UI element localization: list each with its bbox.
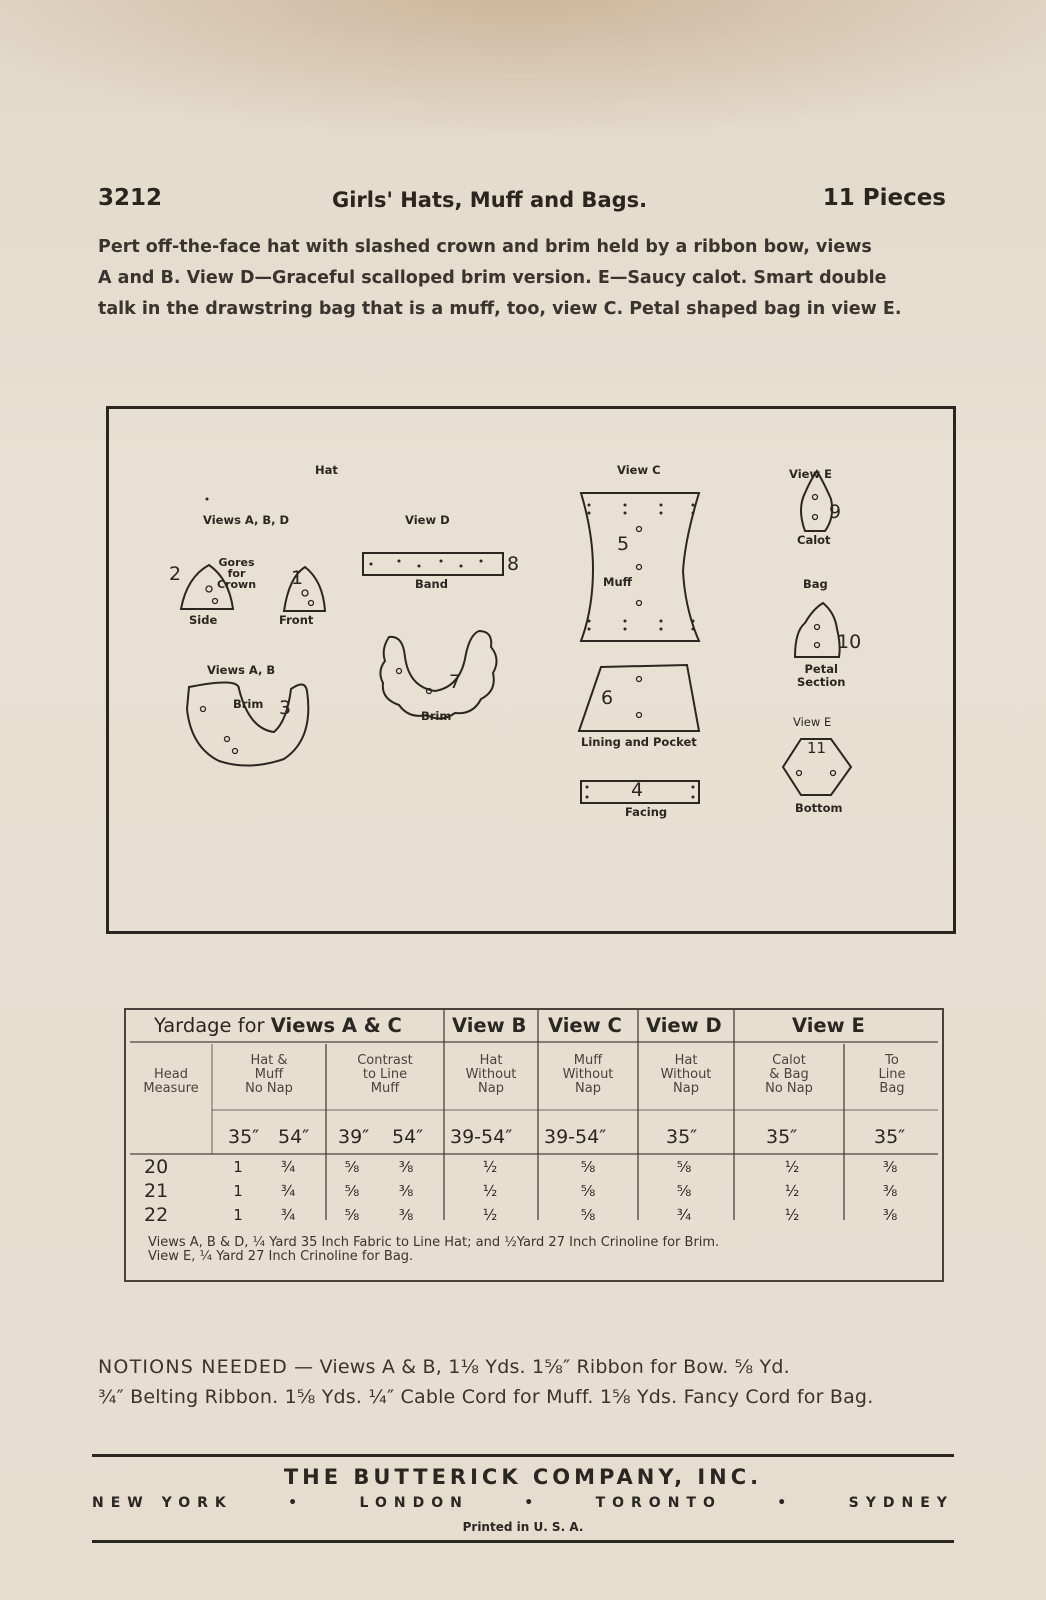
brim-d-piece	[380, 631, 496, 719]
piece-number-5: 5	[617, 533, 630, 555]
label-petal: Petal Section	[797, 662, 846, 689]
yardage-cell: ½	[784, 1206, 800, 1224]
yardage-cell: ⅝	[676, 1158, 692, 1176]
label-views-ab: Views A, B	[207, 663, 276, 677]
yardage-cell: ½	[482, 1158, 498, 1176]
yardage-cell: ⅜	[882, 1158, 898, 1176]
col-hat-d: Hat Without Nap	[660, 1053, 712, 1096]
city-new-york: NEW YORK	[92, 1495, 233, 1511]
col-line-bag: To Line Bag	[878, 1053, 906, 1096]
width-54-contrast: 54″	[392, 1126, 424, 1148]
yardage-cell: 1	[233, 1206, 243, 1224]
col-calot: Calot & Bag No Nap	[765, 1053, 813, 1096]
label-facing: Facing	[625, 805, 668, 819]
lining-pocket-piece	[579, 665, 699, 731]
piece-number-9: 9	[829, 501, 842, 523]
header-view-d: View D	[646, 1014, 722, 1037]
piece-number-7: 7	[449, 671, 462, 693]
yardage-cell: ½	[784, 1158, 800, 1176]
yardage-cell: ⅜	[882, 1206, 898, 1224]
width-54: 54″	[278, 1126, 310, 1148]
yardage-cell: ⅝	[344, 1158, 360, 1176]
header-view-e: View E	[792, 1014, 865, 1037]
header-view-c: View C	[548, 1014, 622, 1037]
width-view-b: 39-54″	[450, 1126, 513, 1148]
yardage-cell: ⅝	[676, 1182, 692, 1200]
description-line: Pert off-the-face hat with slashed crown and brim held by a ribbon bow, views	[98, 237, 872, 257]
yardage-cell: ⅝	[580, 1182, 596, 1200]
width-view-e-line: 35″	[874, 1126, 906, 1148]
label-muff: Muff	[603, 575, 632, 589]
header-view-b: View B	[452, 1014, 527, 1037]
piece-count: 11 Pieces	[822, 185, 946, 211]
label-brim-ab: Brim	[233, 697, 264, 711]
pattern-pieces-diagram	[106, 406, 956, 934]
company-cities	[92, 1495, 954, 1511]
yardage-cell: 1	[233, 1182, 243, 1200]
city-sydney: SYDNEY	[848, 1495, 954, 1511]
label-brim-d: Brim	[421, 709, 452, 723]
yardage-cell: ⅜	[398, 1206, 414, 1224]
band-piece	[363, 553, 503, 575]
pattern-title: Girls' Hats, Muff and Bags.	[332, 188, 648, 212]
notions-line-1: NOTIONS NEEDED — Views A & B, 1⅛ Yds. 1⅝″ Ribbon for Bow. ⅝ Yd.	[98, 1356, 790, 1378]
description-line: A and B. View D—Graceful scalloped brim version. E—Saucy calot. Smart double	[98, 268, 887, 288]
city-separator: •	[524, 1495, 541, 1511]
yardage-cell: ⅜	[398, 1158, 414, 1176]
divider-top	[92, 1454, 954, 1457]
label-bag: Bag	[803, 577, 828, 591]
width-view-c: 39-54″	[544, 1126, 607, 1148]
notions-label: NOTIONS NEEDED	[98, 1356, 288, 1378]
label-view-d: View D	[405, 513, 450, 527]
yardage-cell: ⅝	[580, 1206, 596, 1224]
piece-number-8: 8	[507, 553, 520, 575]
city-separator: •	[288, 1495, 305, 1511]
yardage-table	[124, 1008, 944, 1282]
label-bottom: Bottom	[795, 801, 843, 815]
label-side: Side	[189, 613, 218, 627]
city-toronto: TORONTO	[595, 1495, 722, 1511]
label-view-e-2: View E	[793, 715, 832, 729]
yardage-cell: ¾	[280, 1182, 296, 1200]
company-name: THE BUTTERICK COMPANY, INC.	[283, 1465, 763, 1489]
label-view-c: View C	[617, 463, 661, 477]
piece-number-1: 1	[291, 567, 304, 589]
description-line: talk in the drawstring bag that is a muff, too, view C. Petal shaped bag in view E.	[98, 299, 902, 319]
yardage-cell: ½	[482, 1206, 498, 1224]
label-views-abd: Views A, B, D	[203, 513, 290, 527]
yardage-cell: ⅝	[580, 1158, 596, 1176]
col-muff-c: Muff Without Nap	[562, 1053, 614, 1096]
piece-number-2: 2	[169, 563, 182, 585]
width-view-e-calot: 35″	[766, 1126, 798, 1148]
printed-in: Printed in U. S. A.	[462, 1520, 584, 1534]
yardage-cell: ⅜	[882, 1182, 898, 1200]
pattern-number: 3212	[98, 185, 163, 211]
city-london: LONDON	[359, 1495, 469, 1511]
yardage-cell: ¾	[676, 1206, 692, 1224]
yardage-cell: 1	[233, 1158, 243, 1176]
label-calot: Calot	[797, 533, 831, 547]
yardage-title: Yardage for Views A & C	[154, 1014, 402, 1037]
label-front: Front	[279, 613, 314, 627]
width-35: 35″	[228, 1126, 260, 1148]
piece-number-3: 3	[279, 697, 292, 719]
brim-ab-piece	[187, 682, 308, 765]
col-hat-b: Hat Without Nap	[465, 1053, 517, 1096]
head-measure-21: 21	[144, 1180, 169, 1202]
piece-number-4: 4	[631, 779, 644, 801]
muff-piece	[581, 493, 699, 641]
yardage-cell: ⅜	[398, 1182, 414, 1200]
divider-bottom	[92, 1540, 954, 1543]
piece-number-11: 11	[807, 739, 827, 757]
head-measure-22: 22	[144, 1204, 169, 1226]
pattern-description	[98, 232, 968, 325]
label-band: Band	[415, 577, 448, 591]
yardage-cell: ⅝	[344, 1182, 360, 1200]
notions-line-2: ¾″ Belting Ribbon. 1⅝ Yds. ¼″ Cable Cord for Muff. 1⅝ Yds. Fancy Cord for Bag.	[98, 1386, 874, 1408]
city-separator: •	[777, 1495, 794, 1511]
piece-number-10: 10	[837, 631, 862, 653]
label-lining: Lining and Pocket	[581, 735, 697, 749]
yardage-cell: ¾	[280, 1158, 296, 1176]
col-head-measure: Head Measure	[143, 1067, 199, 1096]
piece-number-6: 6	[601, 687, 614, 709]
col-contrast: Contrast to Line Muff	[357, 1053, 413, 1096]
footnote-1: Views A, B & D, ¼ Yard 35 Inch Fabric to Line Hat; and ½Yard 27 Inch Crinoline for Brim.	[148, 1235, 720, 1250]
footnote-2: View E, ¼ Yard 27 Inch Crinoline for Bag.	[148, 1249, 414, 1264]
col-hat-muff: Hat & Muff No Nap	[245, 1053, 293, 1096]
label-hat: Hat	[315, 463, 338, 477]
yardage-cell: ½	[784, 1182, 800, 1200]
yardage-cell: ½	[482, 1182, 498, 1200]
label-view-e: View E	[789, 467, 832, 481]
yardage-cell: ¾	[280, 1206, 296, 1224]
notions-needed	[98, 1352, 968, 1412]
head-measure-20: 20	[144, 1156, 169, 1178]
width-view-d: 35″	[666, 1126, 698, 1148]
label-gores: Gores for Crown	[217, 556, 257, 591]
width-39: 39″	[338, 1126, 370, 1148]
yardage-cell: ⅝	[344, 1206, 360, 1224]
